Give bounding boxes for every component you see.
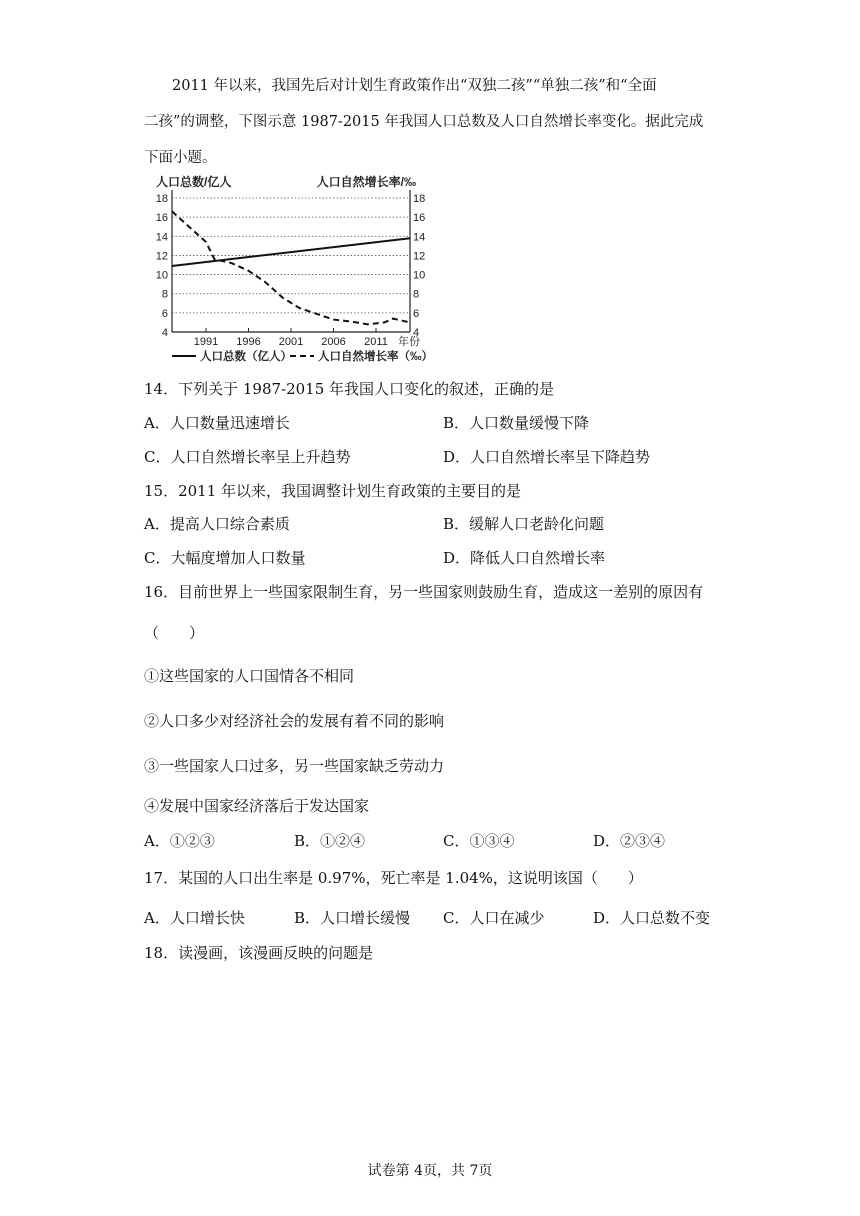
q17-option-d[interactable]: D．人口总数不变: [593, 909, 711, 927]
legend-label-1: 人口自然增长率（‰）: [318, 351, 433, 363]
x-tick-label-2001: 2001: [278, 336, 304, 348]
q15-option-a[interactable]: A．提高人口综合素质: [144, 515, 290, 533]
right-tick-label-12: 12: [413, 250, 426, 263]
intro-line-1: 2011 年以来，我国先后对计划生育政策作出“双独二孩”“单独二孩”和“全面: [172, 78, 657, 94]
page-footer: 试卷第 4页，共 7页: [367, 1163, 493, 1179]
right-tick-label-4: 4: [413, 327, 420, 339]
q14-stem: 14．下列关于 1987-2015 年我国人口变化的叙述，正确的是: [144, 380, 555, 398]
q16-option-b[interactable]: B．①②④: [294, 832, 366, 850]
left-tick-label-16: 16: [155, 212, 168, 225]
right-tick-label-18: 18: [413, 193, 426, 205]
left-tick-label-4: 4: [161, 327, 168, 339]
right-tick-label-14: 14: [413, 231, 426, 244]
x-tick-label-1996: 1996: [236, 336, 261, 348]
q14-option-d[interactable]: D．人口自然增长率呈下降趋势: [443, 448, 651, 466]
x-tick-label-1991: 1991: [193, 336, 219, 348]
q15-option-b[interactable]: B．缓解人口老龄化问题: [443, 515, 605, 533]
q15-option-d[interactable]: D．降低人口自然增长率: [443, 549, 606, 567]
q16-option-c[interactable]: C．①③④: [443, 832, 515, 850]
population-chart-svg: [144, 172, 434, 364]
legend-label-0: 人口总数（亿人）: [200, 351, 292, 363]
q16-paren: （ ）: [144, 624, 205, 642]
series-line-1: [172, 211, 410, 324]
right-tick-label-16: 16: [413, 212, 426, 225]
right-tick-label-10: 10: [413, 269, 426, 282]
q14-option-a[interactable]: A．人口数量迅速增长: [144, 414, 290, 432]
q15-option-c[interactable]: C．大幅度增加人口数量: [144, 549, 306, 567]
left-tick-label-10: 10: [155, 269, 168, 282]
q16-statement-1: ①这些国家的人口国情各不相同: [144, 667, 355, 685]
x-unit-label: 年份: [398, 336, 420, 348]
right-axis-title: 人口自然增长率/‰: [316, 175, 416, 189]
series-line-0: [172, 238, 410, 266]
left-tick-label-14: 14: [155, 231, 168, 244]
q16-statement-3: ③一些国家人口过多，另一些国家缺乏劳动力: [144, 757, 445, 775]
x-tick-label-2006: 2006: [321, 336, 346, 348]
q14-option-b[interactable]: B．人口数量缓慢下降: [443, 414, 590, 432]
right-tick-label-6: 6: [413, 307, 420, 320]
q16-option-d[interactable]: D．②③④: [593, 832, 666, 850]
intro-line-2: 二孩”的调整，下图示意 1987-2015 年我国人口总数及人口自然增长率变化。据此完成: [144, 114, 704, 130]
q16-statement-2: ②人口多少对经济社会的发展有着不同的影响: [144, 712, 445, 730]
population-chart: [144, 172, 434, 364]
right-tick-label-8: 8: [413, 288, 420, 301]
x-tick-label-2011: 2011: [364, 336, 388, 348]
q18-stem: 18．读漫画，该漫画反映的问题是: [144, 944, 374, 962]
left-tick-label-8: 8: [161, 288, 168, 301]
intro-line-3: 下面小题。: [144, 150, 217, 166]
q16-statement-4: ④发展中国家经济落后于发达国家: [144, 797, 370, 815]
left-tick-label-6: 6: [161, 307, 168, 320]
left-tick-label-18: 18: [155, 193, 168, 205]
q17-option-c[interactable]: C．人口在减少: [443, 909, 545, 927]
q17-option-b[interactable]: B．人口增长缓慢: [294, 909, 411, 927]
left-axis-title: 人口总数/亿人: [156, 175, 232, 189]
q14-option-c[interactable]: C．人口自然增长率呈上升趋势: [144, 448, 351, 466]
left-tick-label-12: 12: [155, 250, 168, 263]
q17-stem: 17．某国的人口出生率是 0.97%，死亡率是 1.04%，这说明该国（ ）: [144, 869, 643, 887]
q16-option-a[interactable]: A．①②③: [144, 832, 215, 850]
q15-stem: 15．2011 年以来，我国调整计划生育政策的主要目的是: [144, 482, 522, 500]
q16-stem: 16．目前世界上一些国家限制生育，另一些国家则鼓励生育，造成这一差别的原因有: [144, 583, 704, 601]
q17-option-a[interactable]: A．人口增长快: [144, 909, 245, 927]
